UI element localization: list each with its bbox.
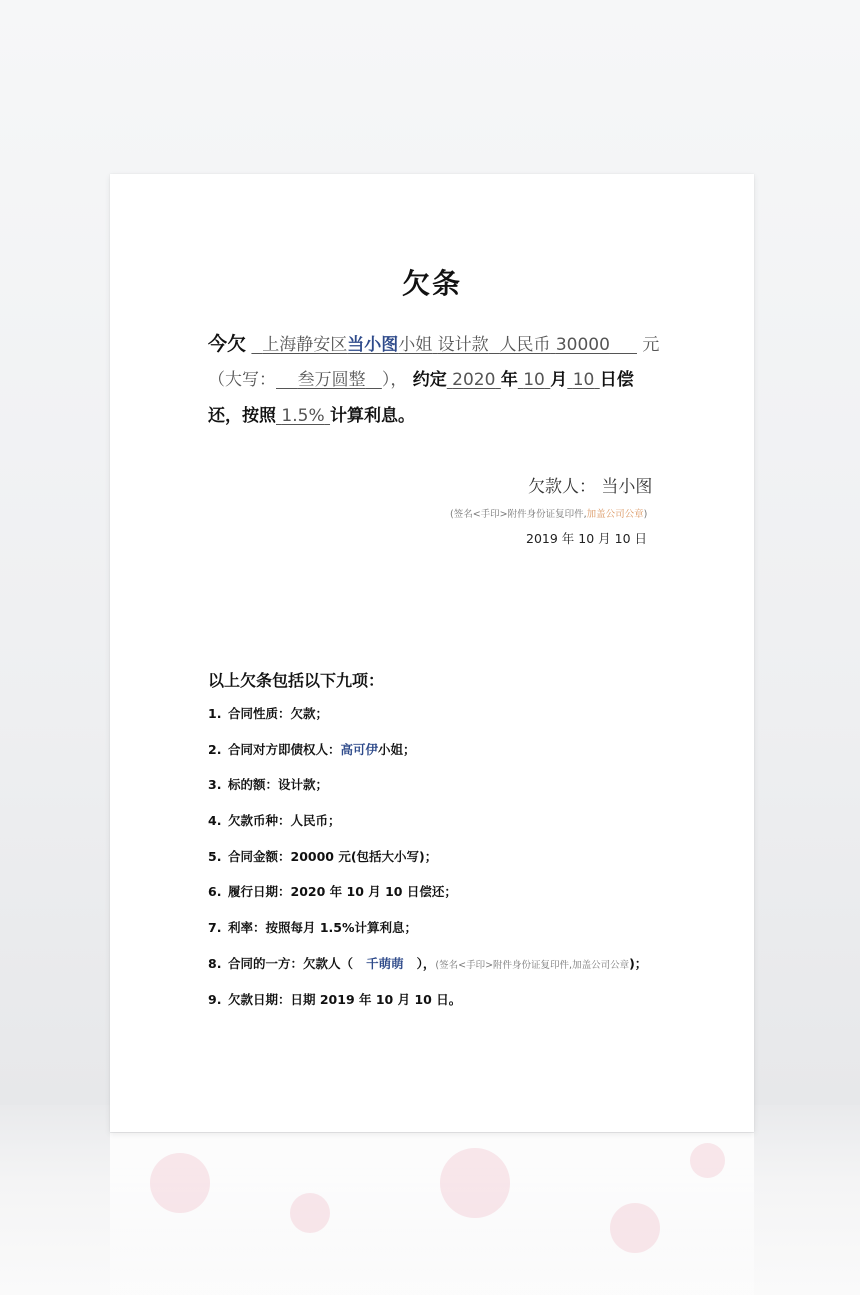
iou-body [208, 326, 660, 434]
items-list [208, 704, 647, 1025]
document-title: 欠条 [401, 267, 462, 300]
list-item: 8. 合同的一方：欠款人（ 千萌萌 ），(签名<手印>附件身份证复印件,加盖公司公章)； [208, 955, 648, 971]
day-field: 10 [572, 370, 595, 390]
creditor-field: 上海静安区当小图小姐 设计款 人民币 30000 [262, 335, 610, 355]
list-item: 4. 欠款币种：人民币； [208, 813, 341, 829]
list-item: 2. 合同对方即债权人：高可伊小姐； [208, 741, 416, 757]
list-item: 5. 合同金额：20000 元(包括大小写)； [208, 848, 438, 864]
uppercase-amount-field: 叁万圆整 [297, 370, 366, 390]
body-line-3: 还，按照 1.5% 计算利息。 [208, 406, 416, 426]
debtor-name: 当小图 [601, 477, 653, 497]
body-line-1: 今欠 上海静安区当小图小姐 设计款 人民币 30000 元 [208, 333, 660, 355]
items-heading: 以上欠条包括以下九项： [208, 671, 385, 690]
rate-field: 1.5% [281, 406, 325, 426]
year-field: 2020 [452, 370, 496, 390]
body-line-2: （大写： 叁万圆整 ）， 约定 2020 年 10 月 10 日偿 [208, 370, 634, 390]
amount-value: 30000 [555, 335, 610, 355]
list-item: 6. 履行日期：2020 年 10 月 10 日偿还； [208, 884, 457, 900]
iou-document [110, 174, 754, 1132]
debtor-signature: 欠款人： 当小图 [528, 477, 653, 497]
signature-date: 2019 年 10 月 10 日 [526, 531, 647, 546]
list-item: 1. 合同性质：欠款； [208, 706, 329, 721]
month-field: 10 [523, 370, 545, 390]
list-item: 7. 利率：按照每月 1.5%计算利息； [208, 920, 418, 936]
creditor-name: 当小图 [347, 335, 399, 355]
signature-note: (签名<手印>附件身份证复印件,加盖公司公章) [450, 509, 648, 520]
prefix-text: 今欠 [208, 333, 247, 355]
list-item: 9. 欠款日期：日期 2019 年 10 月 10 日。 [208, 991, 462, 1007]
list-item: 3. 标的额：设计款； [208, 777, 329, 793]
paper-reflection [110, 1133, 754, 1295]
